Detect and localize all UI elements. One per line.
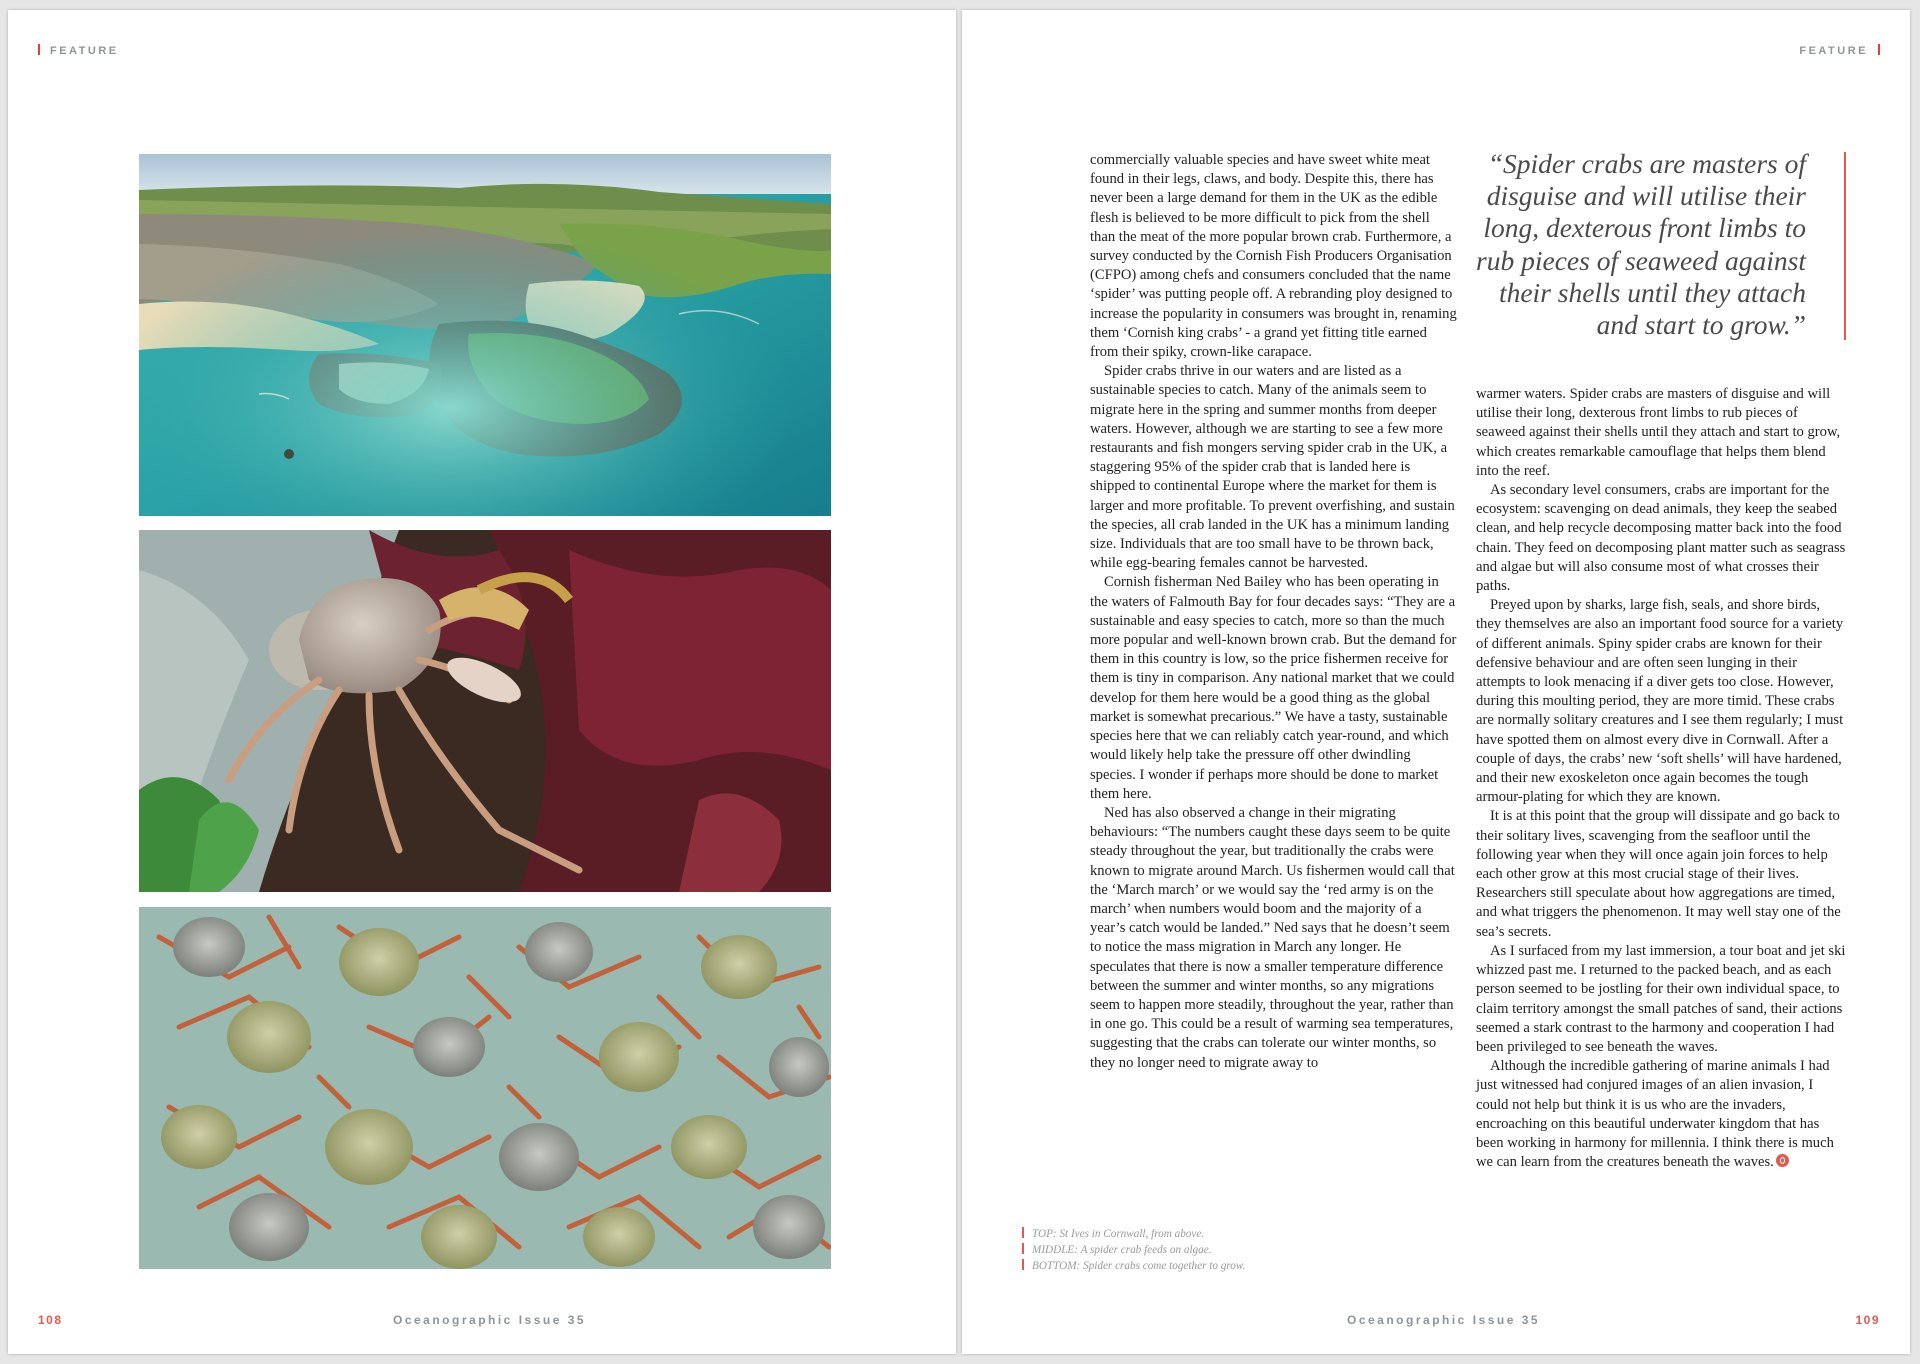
page-number-left: 108 xyxy=(38,1313,63,1327)
page-number-right: 109 xyxy=(1855,1313,1880,1327)
paragraph xyxy=(1476,1057,1848,1172)
paragraph: Cornish fisherman Ned Bailey who has been operating in the waters of Falmouth Bay for four decades says: “They are a sustainable and easy species to catch, more so than the much more popular and well-known brown crab. But the demand for them in this country is low, so the price fishermen receive for them is tiny in comparison. Any national market that we could develop for them here would be a good thing as the global market is somewhat precarious.” We have a tasty, sustainable species here that we can reliably catch year-round, and which would likely help take the pressure off other dwindling species. I wonder if perhaps more should be done to market them here. xyxy=(1090,574,1457,802)
paragraph: Spider crabs thrive in our waters and are listed as a sustainable species to catch. Many of the animals seem to migrate here in the spring and summer months from deeper waters. However, although we are starting to see a few more restaurants and fish mongers serving spider crab in the UK, a staggering 95% of the spider crab that is landed here is shipped to continental Europe where the market for them is larger and more profitable. To prevent overfishing, and sustain the species, all crab landed in the UK has a minimum landing size. Individuals that are too small have to be thrown back, while egg-bearing females cannot be harvested. xyxy=(1090,363,1455,572)
section-label-right xyxy=(1799,44,1880,57)
photo-captions xyxy=(1022,1226,1245,1274)
caption-bottom xyxy=(1022,1258,1245,1274)
pull-quote: “Spider crabs are masters of disguise and will utilise their long, dexterous front limbs to rub pieces of seaweed against their shells until they attach and start to grow.” xyxy=(1476,148,1806,341)
left-page xyxy=(8,10,956,1354)
paragraph: It is at this point that the group will dissipate and go back to their solitary lives, scavenging from the seafloor until the following year when they will once again join forces to help each other grow at this most crucial stage of their lives. Researchers still speculate about how aggregations are timed, and what triggers the phenomenon. It may well stay one of the sea’s secrets. xyxy=(1476,808,1841,940)
paragraph: As I surfaced from my last immersion, a tour boat and jet ski whizzed past me. I returned to the packed beach, and as each person seemed to be jostling for their own individual space, to claim territory amongst the small patches of sand, their actions seemed a stark contrast to the harmony and cooperation I had been privileged to see beneath the waves. xyxy=(1476,942,1846,1055)
aerial-coastal-town-photo xyxy=(139,154,831,516)
accent-bar xyxy=(38,44,40,55)
end-mark-icon xyxy=(1776,1154,1789,1167)
section-label-left xyxy=(38,44,119,57)
caption-text: TOP: St Ives in Cornwall, from above. xyxy=(1032,1228,1205,1240)
paragraph: Preyed upon by sharks, large fish, seals, and shore birds, they themselves are also an important food source for a variety of different animals. Spiny spider crabs are known for their defensive behaviour and are often seen lunging in their attempts to look menacing if a diver gets too close. However, during this moulting period, they are more timid. These crabs are normally solitary creatures and I see them regularly; I must have spotted them on almost every dive in Cornwall. After a couple of days, the crabs’ new ‘soft shells’ will have hardened, and their new exoskeleton once again becomes the tough armour-plating for which they are known. xyxy=(1476,597,1844,806)
magazine-name-left: Oceanographic Issue 35 xyxy=(393,1313,587,1327)
paragraph: warmer waters. Spider crabs are masters of disguise and will utilise their long, dexterous front limbs to rub pieces of seaweed against their shells until they attach and start to grow, which creates remarkable camouflage that helps them blend into the reef. xyxy=(1476,386,1841,479)
paragraph: Ned has also observed a change in their migrating behaviours: “The numbers caught these days seem to be quite steady throughout the year, but traditionally the crabs were known to migrate around March. Us fishermen would call that the ‘March march’ or we would say the ‘red army is on the march’ when numbers would boom and the majority of a year’s catch would be landed.” Ned says that he doesn’t seem to notice the mass migration in March any longer. He speculates that there is now a smaller temperature difference between the summer and winter months, so any migrations seem to happen more steadily, throughout the year, rather than in one go. This could be a result of warming sea temperatures, suggesting that the crabs can tolerate our winter months, so they no longer need to migrate away to xyxy=(1090,804,1455,1071)
accent-bar xyxy=(1022,1259,1024,1270)
magazine-name-right: Oceanographic Issue 35 xyxy=(1347,1313,1541,1327)
closing-paragraph-text: Although the incredible gathering of marine animals I had just witnessed had conjured images of an alien invasion, I could not help but think it is us who are the invaders, encroaching on this beautiful underwater kingdom that has been working in harmony for millennia. I think there is much we can learn from the creatures beneath the waves. xyxy=(1476,1058,1834,1171)
spider-crab-aggregation-photo xyxy=(139,907,831,1269)
section-label-text: FEATURE xyxy=(1799,45,1868,57)
article-column-1 xyxy=(1090,151,1458,1073)
spider-crab-on-algae-photo xyxy=(139,530,831,892)
right-page xyxy=(962,10,1910,1354)
pull-quote-rule xyxy=(1844,152,1846,340)
paragraph: commercially valuable species and have sweet white meat found in their legs, claws, and body. Despite this, there has never been a large demand for them in the UK as the edible flesh is believed to be more difficult to pick from the shell than the meat of the more popular brown crab. Furthermore, a survey conducted by the Cornish Fish Producers Organisation (CFPO) among chefs and consumers concluded that the name ‘spider’ was putting people off. A rebranding ploy designed to increase the popularity in consumers was brought in, renaming them ‘Cornish king crabs’ - a grand yet fitting title earned from their spiky, crown-like carapace. xyxy=(1090,152,1457,361)
section-label-text: FEATURE xyxy=(50,45,119,57)
caption-text: MIDDLE: A spider crab feeds on algae. xyxy=(1032,1244,1212,1256)
paragraph: As secondary level consumers, crabs are important for the ecosystem: scavenging on dead animals, they keep the seabed clean, and help recycle decomposing matter back into the food chain. They feed on decomposing plant matter such as seagrass and algae but will also consume most of what crosses their paths. xyxy=(1476,482,1846,595)
article-column-2 xyxy=(1476,385,1848,1172)
caption-text: BOTTOM: Spider crabs come together to grow. xyxy=(1032,1260,1246,1272)
caption-top xyxy=(1022,1226,1245,1242)
accent-bar xyxy=(1022,1227,1024,1238)
accent-bar xyxy=(1878,44,1880,55)
accent-bar xyxy=(1022,1243,1024,1254)
caption-middle xyxy=(1022,1242,1245,1258)
